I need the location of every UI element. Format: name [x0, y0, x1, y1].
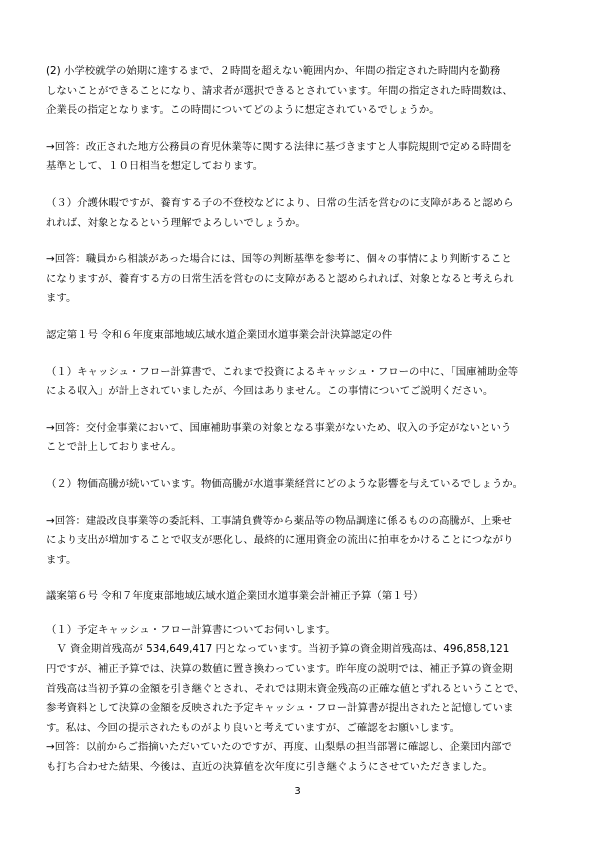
text-line: Ｖ 資金期首残高が 534,649,417 円となっています。当初予算の資金期首残高は、496,858,121 — [46, 643, 510, 656]
document-body — [46, 62, 554, 778]
page-number: 3 — [294, 786, 301, 797]
question-paragraph — [46, 194, 554, 233]
text-line: れれば、対象となるという理解でよろしいでしょうか。 — [46, 216, 306, 229]
text-line: →回答：交付金事業において、国庫補助事業の対象となる事業がないため、収入の予定がないという — [46, 421, 512, 434]
answer-paragraph — [46, 138, 554, 177]
text-line: により支出が増加することで収支が悪化し、最終的に運用資金の流出に拍車をかけることにつながり — [46, 534, 514, 547]
text-line: （２）物価高騰が続いています。物価高騰が水道事業経営にどのような影響を与えているでしょうか。 — [46, 477, 524, 490]
answer-paragraph — [46, 512, 554, 571]
text-line: （３）介護休暇ですが、養育する子の不登校などにより、日常の生活を営むのに支障があると認めら — [46, 196, 514, 209]
section-heading — [46, 587, 554, 607]
text-line: 企業長の指定となります。この時間についてどのように想定されているでしょうか。 — [46, 104, 440, 117]
question-answer-paragraph — [46, 621, 554, 778]
text-line: →回答：以前からご指摘いただいていたのですが、再度、山梨県の担当部署に確認し、企業団内部で — [46, 741, 512, 754]
answer-paragraph — [46, 250, 554, 309]
text-line: も打ち合わせた結果、今後は、直近の決算値を次年度に引き継ぐようにさせていただきました。 — [46, 761, 493, 774]
question-paragraph — [46, 363, 554, 402]
text-line: 円ですが、補正予算では、決算の数値に置き換わっています。昨年度の説明では、補正予算の資金期 — [46, 663, 513, 676]
text-line: (2) 小学校就学の始期に達するまで、２時間を超えない範囲内か、年間の指定された時間内を勤務 — [46, 65, 501, 77]
text-line: す。私は、今回の提示されたものがより良いと考えていますが、ご確認をお願いします。 — [46, 721, 460, 734]
text-line: 基準として、１０日相当を想定しております。 — [46, 160, 264, 173]
text-line: →回答：職員から相談があった場合には、国等の判断基準を参考に、個々の事情により判断すること — [46, 253, 512, 266]
text-line: 認定第１号 令和６年度東部地域広域水道企業団水道事業会計決算認定の件 — [46, 328, 393, 341]
text-line: ます。 — [46, 292, 77, 305]
text-line: 参考資料として決算の金額を反映された予定キャッシュ・フロー計算書が提出されたと記憶していま — [46, 702, 514, 715]
question-paragraph — [46, 475, 554, 495]
text-line: 首残高は当初予算の金額を引き継ぐとされ、それでは期末資金残高の正確な値とずれるということで、 — [46, 682, 525, 695]
text-line: →回答：建設改良事業等の委託料、工事請負費等から薬品等の物品調達に係るものの高騰が、上乗せ — [46, 514, 512, 527]
text-line: 議案第６号 令和７年度東部地域広域水道企業団水道事業会計補正予算（第１号） — [46, 590, 424, 603]
question-paragraph — [46, 62, 554, 121]
text-line: ます。 — [46, 553, 77, 566]
text-line: になりますが、養育する方の日常生活を営むのに支障があると認められれば、対象となると考えられ — [46, 272, 514, 285]
text-line: （１）予定キャッシュ・フロー計算書についてお伺いします。 — [46, 623, 336, 636]
text-line: →回答：改正された地方公務員の育児休業等に関する法律に基づきますと人事院規則で定める時間を — [46, 140, 512, 153]
text-line: ことで計上しておりません。 — [46, 441, 182, 454]
section-heading — [46, 326, 554, 346]
answer-paragraph — [46, 419, 554, 458]
text-line: （１）キャッシュ・フロー計算書で、これまで投資によるキャッシュ・フローの中に、「国庫補助金等 — [46, 365, 519, 378]
text-line: による収入」が計上されていましたが、今回はありません。この事情についてご説明ください。 — [46, 385, 494, 398]
text-line: しないことができることになり、請求者が選択できるとされています。年間の指定された時間数は、 — [46, 84, 513, 97]
